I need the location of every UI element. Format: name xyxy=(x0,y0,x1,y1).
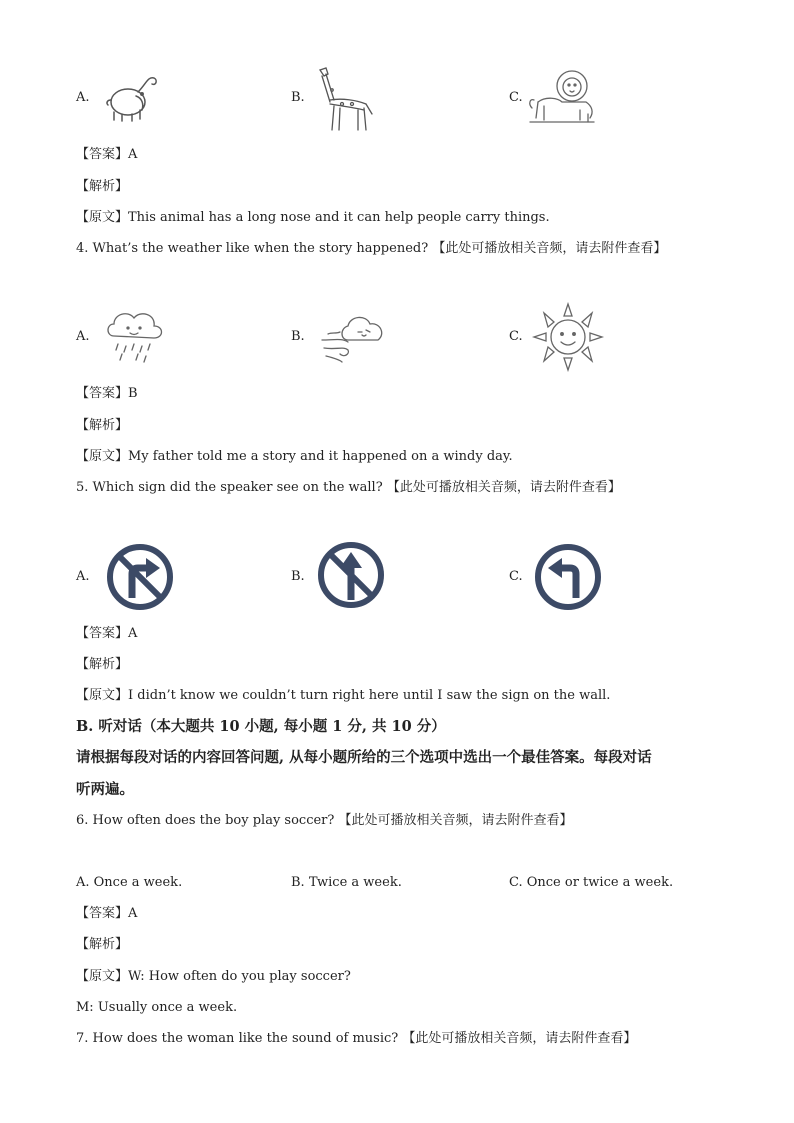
q6-option-a: A. Once a week. xyxy=(76,875,183,890)
q6-option-c: C. Once or twice a week. xyxy=(509,875,674,890)
q3-analysis-label: 【解析】 xyxy=(76,179,129,194)
lion-icon xyxy=(524,66,600,128)
q3-option-a-letter: A. xyxy=(76,90,90,105)
q5-option-a-letter: A. xyxy=(76,569,90,584)
giraffe-icon xyxy=(308,64,380,132)
wind-cloud-icon xyxy=(318,310,388,364)
q5-option-c-letter: C. xyxy=(509,569,523,584)
q5-transcript: 【原文】I didn’t know we couldn’t turn right here until I saw the sign on the wall. xyxy=(76,688,611,703)
q4-option-b-letter: B. xyxy=(291,329,305,344)
q5-analysis-label: 【解析】 xyxy=(76,657,129,672)
q4-option-a-letter: A. xyxy=(76,329,90,344)
q5-option-b-letter: B. xyxy=(291,569,305,584)
q6-question: 6. How often does the boy play soccer? 【此处可播放相关音频，请去附件查看】 xyxy=(76,813,573,828)
section-b-instruction-line1: 请根据每段对话的内容回答问题, 从每小题所给的三个选项中选出一个最佳答案。每段对话 xyxy=(76,749,652,766)
q7-question: 7. How does the woman like the sound of music? 【此处可播放相关音频，请去附件查看】 xyxy=(76,1031,637,1046)
q6-transcript-woman: 【原文】W: How often do you play soccer? xyxy=(76,969,351,984)
q6-answer: 【答案】A xyxy=(76,906,138,921)
q5-answer: 【答案】A xyxy=(76,626,138,641)
q6-option-b: B. Twice a week. xyxy=(291,875,402,890)
sun-icon xyxy=(528,302,608,372)
q3-transcript: 【原文】This animal has a long nose and it can help people carry things. xyxy=(76,210,550,225)
section-b-heading: B. 听对话（本大题共 10 小题, 每小题 1 分, 共 10 分） xyxy=(76,718,446,735)
q4-analysis-label: 【解析】 xyxy=(76,418,129,433)
elephant-icon xyxy=(98,70,164,126)
q3-option-c-letter: C. xyxy=(509,90,523,105)
q4-answer: 【答案】B xyxy=(76,386,138,401)
rain-cloud-icon xyxy=(104,306,166,364)
left-turn-sign-icon xyxy=(532,542,604,612)
q6-analysis-label: 【解析】 xyxy=(76,937,129,952)
q4-question: 4. What’s the weather like when the story happened? 【此处可播放相关音频，请去附件查看】 xyxy=(76,241,667,256)
no-right-turn-sign-icon xyxy=(104,542,176,612)
q4-option-c-letter: C. xyxy=(509,329,523,344)
q3-answer: 【答案】A xyxy=(76,147,138,162)
no-straight-sign-icon xyxy=(316,540,386,610)
q3-option-b-letter: B. xyxy=(291,90,305,105)
q6-transcript-man: M: Usually once a week. xyxy=(76,1000,238,1015)
q4-transcript: 【原文】My father told me a story and it happened on a windy day. xyxy=(76,449,513,464)
q5-question: 5. Which sign did the speaker see on the wall? 【此处可播放相关音频，请去附件查看】 xyxy=(76,480,621,495)
section-b-instruction-line2: 听两遍。 xyxy=(76,781,134,798)
